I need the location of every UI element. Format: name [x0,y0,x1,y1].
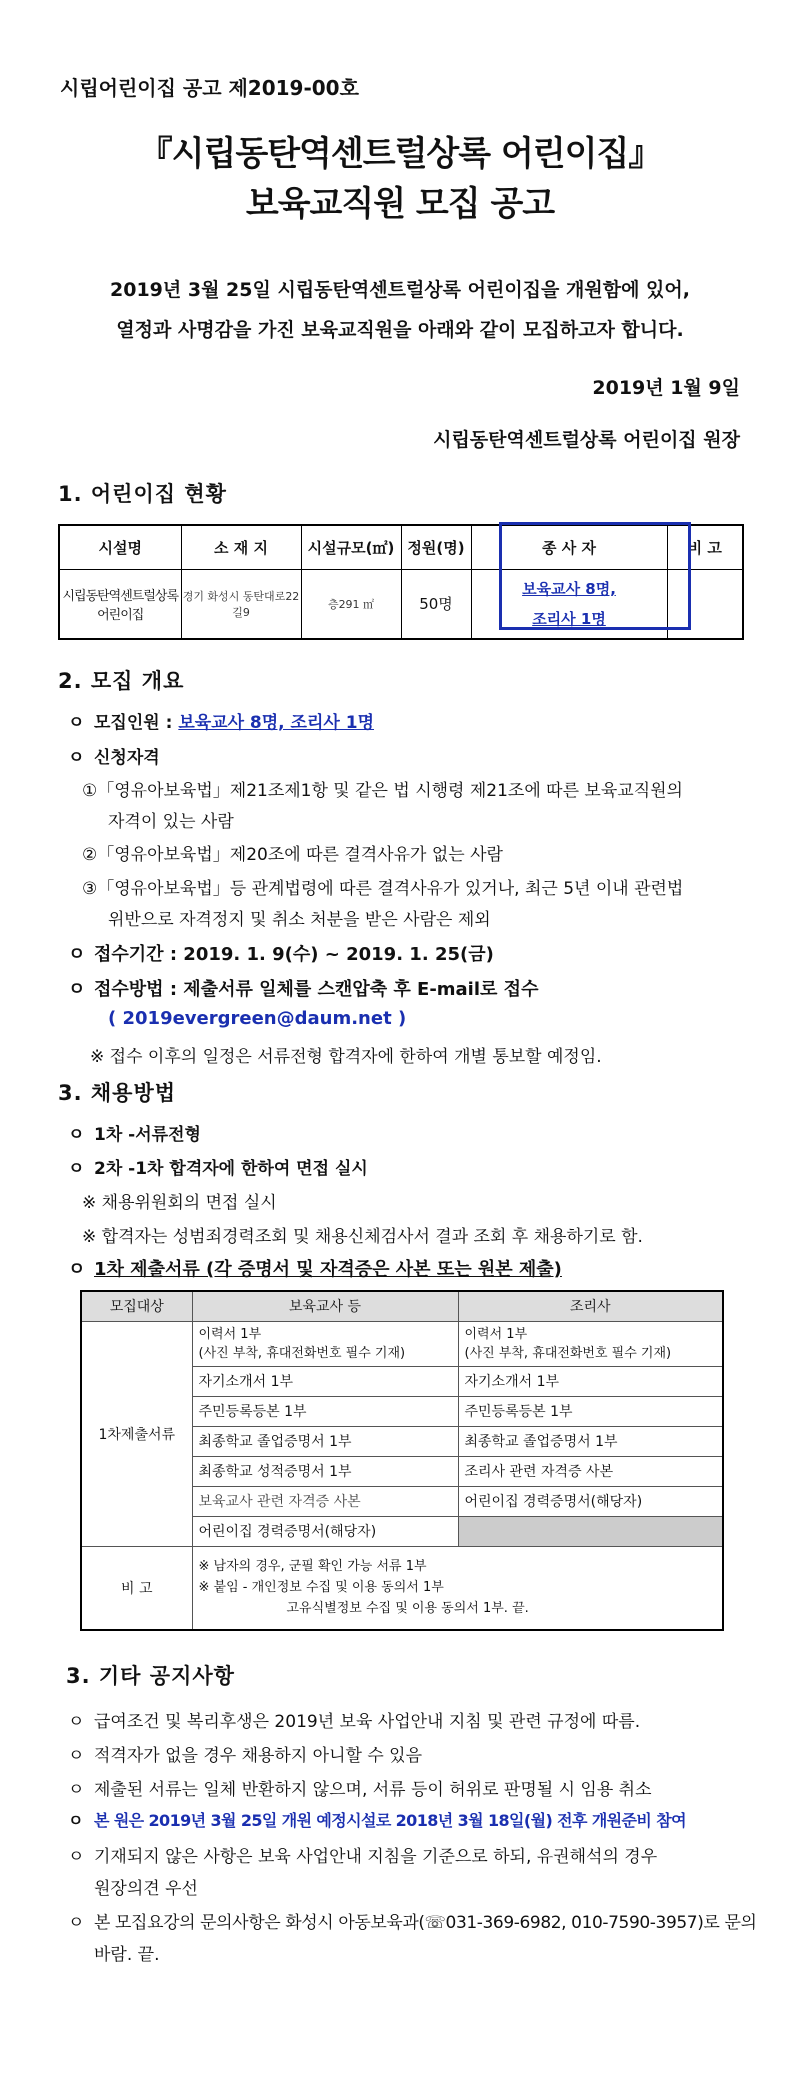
intro-line1: 2019년 3월 25일 시립동탄역센트럴상록 어린이집을 개원함에 있어, [110,279,690,301]
table-row [81,1321,723,1366]
staff-teachers: 보육교사 8명, [522,579,616,598]
section1-heading: 1. 어린이집 현황 [58,482,227,506]
method-value: 제출서류 일체를 스캔압축 후 E-mail로 접수 [183,979,539,1000]
doc-teacher-3: 최종학교 졸업증명서 1부 [192,1426,458,1456]
bullet-icon: ㅇ [68,1712,85,1732]
col-cook: 조리사 [458,1291,723,1321]
doc-teacher-1: 자기소개서 1부 [192,1366,458,1396]
col-staff: 종 사 자 [471,525,667,569]
step2-line: ㅇ 2차 -1차 합격자에 한하여 면접 실시 [68,1154,368,1179]
misc-item-6a: ㅇ 본 모집요강의 문의사항은 화성시 아동보육과(☏031-369-6982, 010-7590-3957)로 문의 [68,1908,757,1933]
period-value: 2019. 1. 9(수) ~ 2019. 1. 25(금) [183,944,494,965]
step1-line: ㅇ 1차 -서류전형 [68,1120,201,1145]
method-note: ※ 접수 이후의 일정은 서류전형 합격자에 한하여 개별 통보할 예정임. [90,1047,602,1067]
notes-label: 비 고 [81,1546,192,1630]
misc-item-2: ㅇ 적격자가 없을 경우 채용하지 아니할 수 있음 [68,1741,422,1766]
bullet-icon: ㅇ [68,713,85,733]
bullet-icon: ㅇ [68,1847,85,1867]
docs-heading: ㅇ 1차 제출서류 (각 증명서 및 자격증은 사본 또는 원본 제출) [68,1255,562,1281]
doc-cook-1: 자기소개서 1부 [458,1366,723,1396]
col-name: 시설명 [59,525,181,569]
doc-teacher-6: 어린이집 경력증명서(해당자) [192,1516,458,1546]
page-title-line2: 보육교직원 모집 공고 [245,184,555,224]
misc-item-5b: 원장의견 우선 [94,1879,198,1899]
step-note1: ※ 채용위원회의 면접 실시 [82,1193,277,1213]
col-size: 시설규모(㎡) [301,525,401,569]
doc-cook-5: 어린이집 경력증명서(해당자) [458,1486,723,1516]
bullet-icon: ㅇ [68,1746,85,1766]
section3-heading: 3. 채용방법 [58,1081,177,1105]
doc-teacher-2: 주민등록등본 1부 [192,1396,458,1426]
col-note: 비 고 [667,525,743,569]
bullet-icon: ㅇ [68,944,86,965]
col-teacher: 보육교사 등 [192,1291,458,1321]
doc-teacher-5: 보육교사 관련 자격증 사본 [192,1486,458,1516]
doc-cook-2: 주민등록등본 1부 [458,1396,723,1426]
doc-teacher-0: 이력서 1부 (사진 부착, 휴대전화번호 필수 기재) [192,1321,458,1366]
bullet-icon: ㅇ [68,748,85,768]
bullet-icon: ㅇ [68,1780,85,1800]
notes-line3: 고유식별정보 수집 및 이용 동의서 1부. 끝. [286,1601,529,1617]
docs-category: 1차제출서류 [81,1321,192,1546]
section4-heading: 3. 기타 공지사항 [66,1664,235,1688]
staff-highlight-box [499,522,691,630]
col-target: 모집대상 [81,1291,192,1321]
notes-row [81,1546,723,1630]
qualification-heading: ㅇ 신청자격 [68,743,160,768]
recruit-value: 보육교사 8명, 조리사 1명 [178,713,374,733]
step-note2: ※ 합격자는 성범죄경력조회 및 채용신체검사서 결과 조회 후 채용하기로 함. [82,1227,643,1247]
qual-item-1b: 자격이 있는 사람 [108,812,234,832]
bullet-icon: ㅇ [68,1125,85,1145]
qual-item-2: ②「영유아보육법」제20조에 따른 결격사유가 없는 사람 [82,845,503,865]
notice-date: 2019년 1월 9일 [592,377,740,399]
misc-item-6b: 바람. 끝. [94,1945,160,1965]
table-header-row [81,1291,723,1321]
page-title-line1: 『시립동탄역센트럴상록 어린이집』 [138,134,662,174]
qual-item-3b: 위반으로 자격정지 및 취소 처분을 받은 사람은 제외 [108,910,491,930]
col-address: 소 재 지 [181,525,301,569]
notes-content [192,1546,723,1630]
doc-teacher-4: 최종학교 성적증명서 1부 [192,1456,458,1486]
notes-line1: ※ 남자의 경우, 군필 확인 가능 서류 1부 [198,1559,427,1575]
notice-number: 시립어린이집 공고 제2019-00호 [60,76,359,100]
bullet-icon: ㅇ [68,1913,85,1933]
notes-line2: ※ 붙임 - 개인정보 수집 및 이용 동의서 1부 [198,1580,444,1596]
facility-address: 경기 화성시 동탄대로22길9 [181,569,301,639]
doc-cook-0: 이력서 1부 (사진 부착, 휴대전화번호 필수 기재) [458,1321,723,1366]
bullet-icon: ㅇ [68,1259,86,1280]
email-link[interactable]: ( 2019evergreen@daum.net ) [108,1008,407,1029]
qual-item-3a: ③「영유아보육법」등 관계법령에 따른 결격사유가 있거나, 최근 5년 이내 관련법 [82,879,684,899]
facility-capacity: 50명 [401,569,471,639]
qual-item-1a: ①「영유아보육법」제21조제1항 및 같은 법 시행령 제21조에 따른 보육교직원의 [82,781,683,801]
signer: 시립동탄역센트럴상록 어린이집 원장 [433,429,740,451]
misc-item-4: ㅇ 본 원은 2019년 3월 25일 개원 예정시설로 2018년 3월 18일(월) 전후 개원준비 참여 [68,1808,686,1831]
facility-name: 시립동탄역센트럴상록 어린이집 [59,569,181,639]
facility-size: 층291 ㎡ [301,569,401,639]
documents-table [80,1290,724,1631]
doc-cook-3: 최종학교 졸업증명서 1부 [458,1426,723,1456]
staff-cook: 조리사 1명 [532,609,606,628]
bullet-icon: ㅇ [68,1159,85,1179]
bullet-icon: ㅇ [68,979,86,1000]
misc-item-3: ㅇ 제출된 서류는 일체 반환하지 않으며, 서류 등이 허위로 판명될 시 임용 취소 [68,1775,652,1800]
misc-item-5a: ㅇ 기재되지 않은 사항은 보육 사업안내 지침을 기준으로 하되, 유권해석의 경우 [68,1842,657,1867]
col-capacity: 정원(명) [401,525,471,569]
doc-cook-4: 조리사 관련 자격증 사본 [458,1456,723,1486]
bullet-icon: ㅇ [68,1811,83,1830]
misc-item-1: ㅇ 급여조건 및 복리후생은 2019년 보육 사업안내 지침 및 관련 규정에 따름. [68,1707,640,1732]
intro-line2: 열정과 사명감을 가진 보육교직원을 아래와 같이 모집하고자 합니다. [116,319,684,341]
period-line: ㅇ 접수기간 : 2019. 1. 9(수) ~ 2019. 1. 25(금) [68,940,494,966]
doc-cook-6 [458,1516,723,1546]
recruit-line: ㅇ 모집인원 : 보육교사 8명, 조리사 1명 [68,708,374,733]
section2-heading: 2. 모집 개요 [58,669,185,693]
method-line: ㅇ 접수방법 : 제출서류 일체를 스캔압축 후 E-mail로 접수 [68,975,538,1001]
